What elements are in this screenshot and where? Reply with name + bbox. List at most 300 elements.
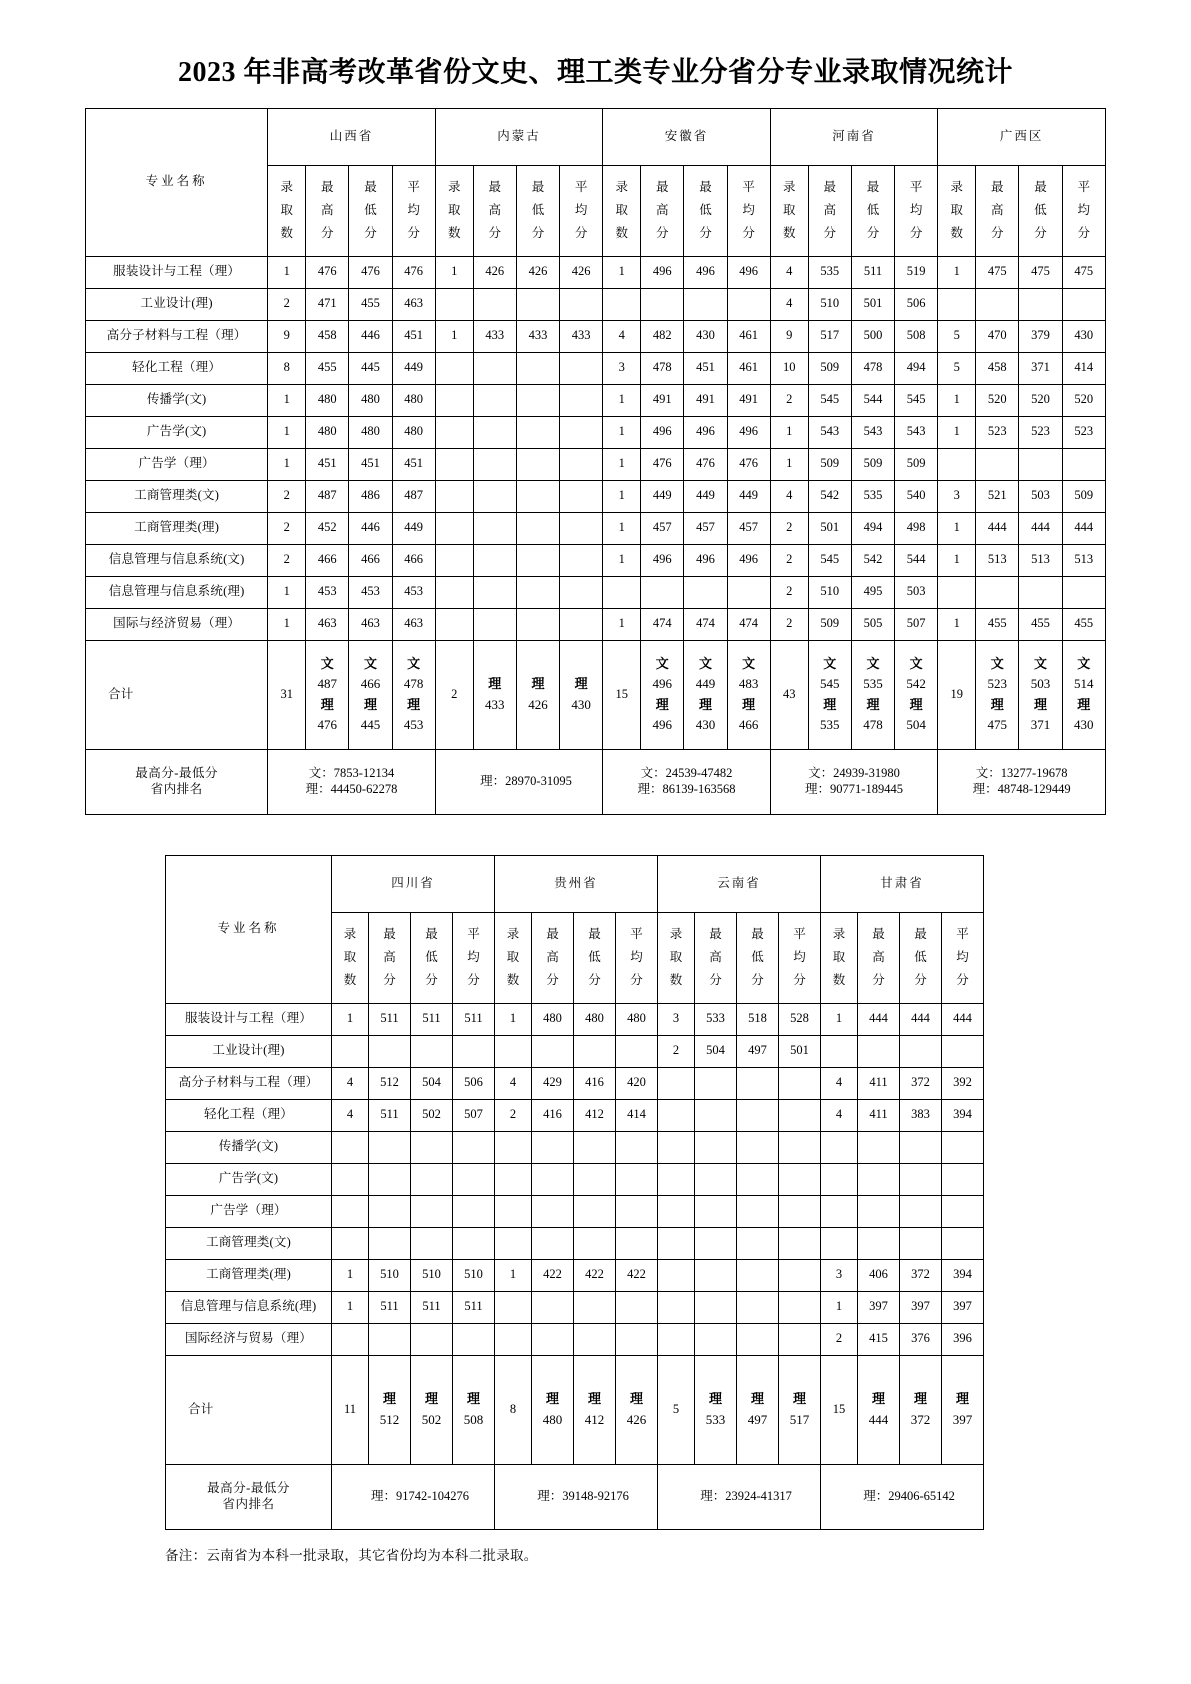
header-char: 高 (991, 203, 1004, 218)
table1-province-header-row (86, 108, 1106, 165)
score-cell (779, 1067, 821, 1099)
score-stack (641, 654, 683, 735)
score-cell (574, 1131, 616, 1163)
score-cell: 501 (808, 512, 851, 544)
highest-score-header-2 (532, 912, 574, 1003)
li-label: 理 (630, 1391, 644, 1407)
total-count-cell: 5 (658, 1355, 695, 1464)
score-cell: 455 (1062, 608, 1105, 640)
header-char: 分 (546, 973, 559, 988)
score-cell: 501 (851, 288, 894, 320)
score-stack (779, 1389, 820, 1429)
average-score-header-5 (1062, 165, 1105, 256)
header-char: 低 (1034, 203, 1047, 218)
score-cell (560, 352, 603, 384)
score-cell: 444 (976, 512, 1019, 544)
province-header-3: 云南省 (658, 855, 821, 912)
rank-li: 理：23924-41317 (700, 1488, 792, 1503)
score-cell (473, 576, 516, 608)
score-cell: 476 (641, 448, 684, 480)
score-cell (369, 1323, 411, 1355)
li-label: 理 (793, 1391, 807, 1407)
score-cell: 507 (453, 1099, 495, 1131)
score-cell: 503 (895, 576, 938, 608)
header-char: 取 (615, 203, 628, 218)
rank-wen: 文：24939-31980 (808, 765, 900, 780)
header-char: 平 (630, 926, 643, 941)
score-cell: 2 (268, 544, 306, 576)
score-cell (821, 1195, 858, 1227)
rank-label-line2: 省内排名 (222, 1496, 275, 1511)
header-char: 均 (956, 950, 969, 965)
rank-li: 理：90771-189445 (805, 781, 903, 796)
header-char: 录 (669, 926, 683, 941)
header-char: 最 (914, 926, 927, 941)
score-cell: 1 (435, 256, 473, 288)
score-cell (942, 1163, 984, 1195)
score-cell: 376 (900, 1323, 942, 1355)
score-cell (779, 1323, 821, 1355)
score-cell: 453 (306, 576, 349, 608)
score-cell (1019, 288, 1062, 320)
score-cell (779, 1259, 821, 1291)
score-cell: 544 (851, 384, 894, 416)
total-count-cell: 31 (268, 640, 306, 749)
score-cell: 1 (268, 256, 306, 288)
score-stack (560, 674, 602, 714)
rank-row (166, 1464, 984, 1529)
header-char: 分 (699, 226, 712, 241)
score-cell: 461 (727, 320, 770, 352)
rank-row-label (166, 1464, 332, 1529)
score-cell: 422 (532, 1259, 574, 1291)
score-cell (560, 544, 603, 576)
table-row (86, 320, 1106, 352)
total-label: 合计 (86, 640, 268, 749)
score-stack (1063, 654, 1105, 735)
score-cell: 466 (349, 544, 392, 576)
total-average-cell (779, 1355, 821, 1464)
major-name-cell: 广告学(文) (166, 1163, 332, 1195)
li-label: 理 (407, 696, 421, 712)
wen-label: 文 (742, 656, 756, 672)
score-cell: 1 (938, 512, 976, 544)
score-cell: 379 (1019, 320, 1062, 352)
score-cell: 510 (411, 1259, 453, 1291)
score-cell (695, 1259, 737, 1291)
score-cell (737, 1163, 779, 1195)
score-cell: 510 (808, 576, 851, 608)
li-value: 426 (528, 696, 548, 712)
major-name-cell: 工业设计(理) (166, 1035, 332, 1067)
major-name-cell: 信息管理与信息系统(理) (86, 576, 268, 608)
admitted-count-header-1 (332, 912, 369, 1003)
wen-label: 文 (1033, 656, 1047, 672)
score-cell (658, 1067, 695, 1099)
score-cell: 449 (641, 480, 684, 512)
score-stack (349, 654, 391, 735)
score-cell: 523 (1062, 416, 1105, 448)
score-cell (737, 1259, 779, 1291)
highest-score-header-2 (473, 165, 516, 256)
header-char: 分 (909, 226, 923, 241)
score-cell: 1 (938, 608, 976, 640)
header-char: 取 (280, 203, 293, 218)
score-cell: 1 (603, 416, 641, 448)
li-value: 476 (317, 716, 338, 732)
li-label: 理 (1077, 696, 1091, 712)
score-cell: 1 (268, 608, 306, 640)
total-highest-cell (695, 1355, 737, 1464)
score-cell: 411 (858, 1067, 900, 1099)
score-cell: 444 (1062, 512, 1105, 544)
header-char: 平 (909, 179, 923, 194)
score-cell: 480 (306, 416, 349, 448)
score-cell: 2 (658, 1035, 695, 1067)
score-cell: 519 (895, 256, 938, 288)
score-cell: 535 (808, 256, 851, 288)
score-stack (517, 674, 559, 714)
score-cell: 446 (349, 512, 392, 544)
header-char: 分 (823, 226, 837, 241)
highest-score-header-4 (808, 165, 851, 256)
score-cell: 510 (453, 1259, 495, 1291)
score-cell (603, 288, 641, 320)
table-row (166, 1195, 984, 1227)
score-cell: 3 (821, 1259, 858, 1291)
score-cell (495, 1035, 532, 1067)
li-label: 理 (990, 696, 1004, 712)
score-cell (453, 1323, 495, 1355)
score-cell (369, 1195, 411, 1227)
score-cell: 412 (574, 1099, 616, 1131)
province-header-3: 安徽省 (603, 108, 771, 165)
score-cell (821, 1227, 858, 1259)
rank-cell (495, 1464, 658, 1529)
score-cell: 4 (332, 1099, 369, 1131)
score-cell: 414 (616, 1099, 658, 1131)
li-value: 504 (906, 716, 926, 732)
header-char: 分 (742, 226, 755, 241)
header-char: 高 (383, 950, 396, 965)
score-cell: 510 (808, 288, 851, 320)
header-char: 分 (321, 226, 334, 241)
score-cell (532, 1291, 574, 1323)
score-cell: 474 (684, 608, 727, 640)
score-cell: 1 (938, 384, 976, 416)
province-header-1: 四川省 (332, 855, 495, 912)
rank-cell (268, 749, 436, 814)
score-cell (516, 608, 559, 640)
header-char: 分 (1034, 226, 1047, 241)
li-value: 466 (738, 716, 759, 732)
header-char: 取 (343, 950, 357, 965)
score-cell (473, 512, 516, 544)
header-char: 均 (407, 203, 420, 218)
score-cell (560, 416, 603, 448)
score-cell: 545 (808, 384, 851, 416)
score-cell: 1 (268, 384, 306, 416)
score-cell (435, 416, 473, 448)
score-cell: 455 (1019, 608, 1062, 640)
score-cell (516, 480, 559, 512)
score-cell: 453 (349, 576, 392, 608)
score-cell: 480 (349, 416, 392, 448)
score-cell: 478 (641, 352, 684, 384)
score-cell (453, 1035, 495, 1067)
score-cell (900, 1163, 942, 1195)
score-cell: 2 (770, 608, 808, 640)
total-highest-cell (306, 640, 349, 749)
score-cell: 487 (392, 480, 435, 512)
table-row (166, 1035, 984, 1067)
score-cell (900, 1131, 942, 1163)
score-cell: 1 (603, 384, 641, 416)
li-label: 理 (588, 1391, 602, 1407)
table-row (166, 1131, 984, 1163)
header-char: 低 (914, 950, 927, 965)
score-cell (821, 1163, 858, 1195)
admitted-count-header-1 (268, 165, 306, 256)
footnote: 备注：云南省为本科一批录取，其它省份均为本科二批录取。 (165, 1547, 538, 1563)
score-cell: 520 (1062, 384, 1105, 416)
score-cell: 503 (1019, 480, 1062, 512)
score-cell: 475 (1062, 256, 1105, 288)
header-char: 录 (615, 179, 628, 194)
province-header-5: 广西区 (938, 108, 1106, 165)
wen-value: 535 (863, 676, 883, 692)
major-name-cell: 工商管理类(理) (166, 1259, 332, 1291)
score-cell: 449 (392, 352, 435, 384)
score-cell: 502 (411, 1099, 453, 1131)
score-cell: 491 (684, 384, 727, 416)
score-stack (369, 1389, 410, 1429)
header-char: 最 (751, 926, 764, 941)
rank-wen: 文：24539-47482 (640, 765, 733, 780)
score-cell: 372 (900, 1259, 942, 1291)
score-cell (976, 448, 1019, 480)
total-highest-cell (641, 640, 684, 749)
score-cell: 1 (938, 256, 976, 288)
score-cell (942, 1035, 984, 1067)
score-cell (453, 1227, 495, 1259)
score-cell (737, 1291, 779, 1323)
header-char: 分 (991, 226, 1004, 241)
score-cell: 411 (858, 1099, 900, 1131)
score-cell (473, 352, 516, 384)
score-cell: 520 (976, 384, 1019, 416)
score-cell (332, 1163, 369, 1195)
score-cell (411, 1323, 453, 1355)
table2-wrapper (0, 815, 1191, 1530)
score-cell (938, 288, 976, 320)
score-cell (938, 448, 976, 480)
score-cell: 430 (684, 320, 727, 352)
score-cell: 2 (495, 1099, 532, 1131)
score-cell: 457 (641, 512, 684, 544)
score-cell: 543 (808, 416, 851, 448)
table-row (86, 480, 1106, 512)
lowest-score-header-1 (411, 912, 453, 1003)
score-cell: 495 (851, 576, 894, 608)
average-score-header-3 (779, 912, 821, 1003)
wen-label: 文 (363, 656, 377, 672)
score-cell: 2 (268, 512, 306, 544)
score-cell: 508 (895, 320, 938, 352)
score-cell (516, 352, 559, 384)
score-cell: 372 (900, 1067, 942, 1099)
header-char: 最 (1034, 179, 1047, 194)
average-score-header-4 (895, 165, 938, 256)
header-char: 分 (488, 226, 502, 241)
major-name-cell: 信息管理与信息系统(理) (166, 1291, 332, 1323)
li-label: 理 (872, 1391, 886, 1407)
total-highest-cell (369, 1355, 411, 1464)
score-cell (516, 448, 559, 480)
header-char: 分 (425, 973, 438, 988)
score-cell: 496 (727, 256, 770, 288)
score-cell: 466 (306, 544, 349, 576)
score-stack (976, 654, 1018, 735)
admitted-count-header-4 (770, 165, 808, 256)
score-cell: 383 (900, 1099, 942, 1131)
score-cell (900, 1195, 942, 1227)
score-cell: 517 (808, 320, 851, 352)
header-char: 最 (699, 179, 712, 194)
rank-cell (770, 749, 938, 814)
score-cell (435, 384, 473, 416)
lowest-score-header-4 (851, 165, 894, 256)
wen-value: 487 (317, 676, 338, 692)
score-cell: 512 (369, 1067, 411, 1099)
admitted-count-header-2 (495, 912, 532, 1003)
total-average-cell (942, 1355, 984, 1464)
score-stack (453, 1389, 494, 1429)
li-value: 512 (379, 1411, 400, 1427)
score-cell: 426 (473, 256, 516, 288)
score-cell: 1 (332, 1259, 369, 1291)
wen-label: 文 (407, 656, 421, 672)
score-cell: 474 (727, 608, 770, 640)
score-cell: 509 (895, 448, 938, 480)
header-char: 最 (991, 179, 1004, 194)
li-value: 453 (403, 716, 424, 732)
li-value: 426 (626, 1411, 647, 1427)
score-cell: 444 (900, 1003, 942, 1035)
score-cell (532, 1195, 574, 1227)
major-name-cell: 工业设计(理) (86, 288, 268, 320)
header-char: 数 (615, 226, 628, 241)
admitted-count-header-4 (821, 912, 858, 1003)
total-lowest-cell (411, 1355, 453, 1464)
score-cell: 476 (306, 256, 349, 288)
score-cell (658, 1291, 695, 1323)
table-row (166, 1291, 984, 1323)
major-name-cell: 广告学（理） (166, 1195, 332, 1227)
header-char: 平 (407, 179, 420, 194)
score-cell: 397 (858, 1291, 900, 1323)
score-cell (574, 1195, 616, 1227)
score-cell (574, 1323, 616, 1355)
highest-score-header-3 (695, 912, 737, 1003)
score-stack (306, 654, 348, 735)
score-cell: 511 (411, 1003, 453, 1035)
table-row (86, 384, 1106, 416)
score-cell: 451 (684, 352, 727, 384)
score-cell (453, 1131, 495, 1163)
score-cell (435, 608, 473, 640)
score-cell (858, 1227, 900, 1259)
rank-label-line1: 最高分-最低分 (207, 1480, 290, 1495)
score-cell (616, 1195, 658, 1227)
header-char: 低 (588, 950, 601, 965)
score-cell (695, 1131, 737, 1163)
header-char: 分 (630, 973, 643, 988)
score-cell (495, 1163, 532, 1195)
header-char: 录 (950, 179, 963, 194)
score-cell: 406 (858, 1259, 900, 1291)
header-char: 分 (793, 973, 806, 988)
li-label: 理 (574, 676, 588, 692)
score-cell (976, 288, 1019, 320)
score-cell (976, 576, 1019, 608)
header-char: 最 (383, 926, 396, 941)
score-cell (516, 512, 559, 544)
wen-value: 523 (987, 676, 1008, 692)
major-name-cell: 服装设计与工程（理） (86, 256, 268, 288)
lowest-score-header-1 (349, 165, 392, 256)
score-stack (809, 654, 851, 735)
score-cell (435, 512, 473, 544)
li-value: 480 (542, 1411, 563, 1427)
score-cell (616, 1227, 658, 1259)
score-cell: 1 (821, 1003, 858, 1035)
score-cell: 480 (392, 416, 435, 448)
header-char: 数 (669, 973, 683, 988)
rank-li: 理：48748-129449 (972, 781, 1071, 796)
score-cell (332, 1035, 369, 1067)
score-cell (616, 1131, 658, 1163)
score-cell: 482 (641, 320, 684, 352)
score-cell (858, 1195, 900, 1227)
total-count-cell: 2 (435, 640, 473, 749)
score-cell (473, 416, 516, 448)
table-row (86, 544, 1106, 576)
score-cell: 452 (306, 512, 349, 544)
major-name-cell: 信息管理与信息系统(文) (86, 544, 268, 576)
score-cell: 511 (411, 1291, 453, 1323)
score-stack (728, 654, 770, 735)
score-stack (852, 654, 894, 735)
score-cell: 496 (641, 416, 684, 448)
li-value: 430 (571, 696, 591, 712)
header-char: 低 (699, 203, 712, 218)
major-name-cell: 传播学(文) (86, 384, 268, 416)
total-lowest-cell (574, 1355, 616, 1464)
score-cell (900, 1227, 942, 1259)
score-cell: 509 (808, 448, 851, 480)
total-average-cell (453, 1355, 495, 1464)
score-cell (332, 1227, 369, 1259)
score-stack (942, 1389, 983, 1429)
score-cell (1019, 576, 1062, 608)
score-cell: 463 (306, 608, 349, 640)
header-char: 取 (506, 950, 520, 965)
score-cell (658, 1259, 695, 1291)
score-cell: 2 (770, 384, 808, 416)
score-cell (727, 288, 770, 320)
header-char: 最 (546, 926, 559, 941)
